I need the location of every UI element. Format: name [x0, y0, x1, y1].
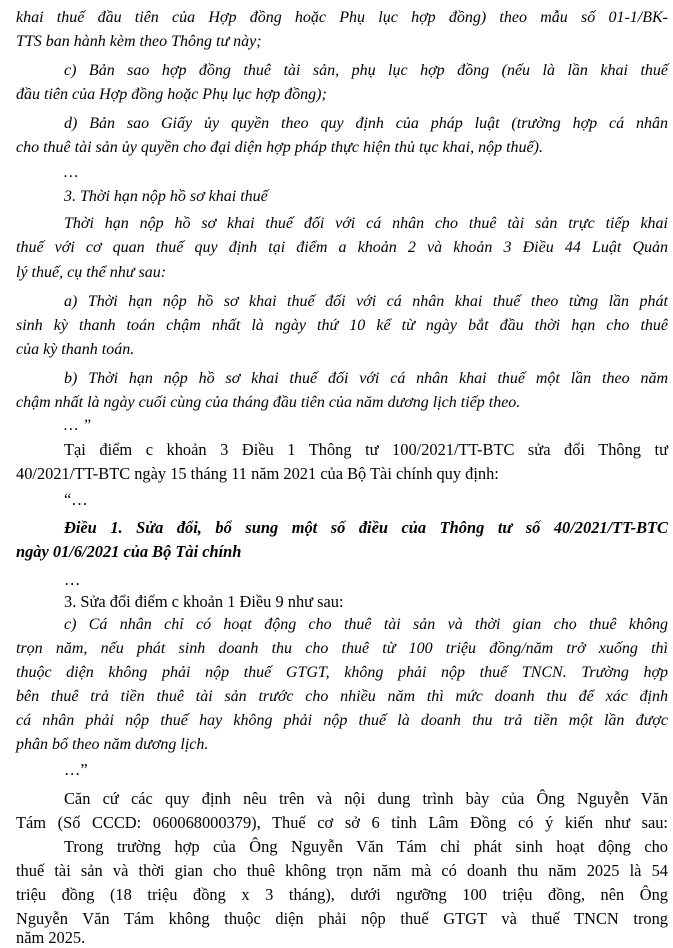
- text-line: sinh kỳ thanh toán chậm nhất là ngày thứ 10 kể từ ngày bắt đầu thời hạn cho thuê: [16, 317, 668, 334]
- text-line: … ”: [64, 417, 92, 434]
- text-line: b) Thời hạn nộp hồ sơ khai thuế đối với cá nhân khai thuế một lần theo năm: [64, 370, 668, 387]
- text-line: Căn cứ các quy định nêu trên và nội dung trình bày của Ông Nguyễn Văn: [64, 789, 668, 808]
- text-line: TTS ban hành kèm theo Thông tư này;: [16, 33, 262, 50]
- text-line: năm 2025.: [16, 928, 86, 947]
- text-line: d) Bản sao Giấy ủy quyền theo quy định của pháp luật (trường hợp cá nhân: [64, 115, 668, 132]
- text-line: …: [64, 570, 81, 589]
- text-line: thuế tài sản và thời gian cho thuê không trọn năm mà có doanh thu năm 2025 là 54: [16, 861, 668, 880]
- text-line: Nguyễn Văn Tám không thuộc diện phải nộp thuế GTGT và thuế TNCN trong: [16, 909, 668, 928]
- text-line: thuế với cơ quan thuế quy định tại điểm a khoản 2 và khoản 3 Điều 44 Luật Quản: [16, 239, 668, 256]
- text-line: chậm nhất là ngày cuối cùng của tháng đầu tiên của năm dương lịch tiếp theo.: [16, 394, 521, 411]
- text-line: 40/2021/TT-BTC ngày 15 tháng 11 năm 2021 của Bộ Tài chính quy định:: [16, 464, 499, 483]
- text-line: thuộc diện không phải nộp thuế GTGT, không phải nộp thuế TNCN. Trường hợp: [16, 664, 668, 681]
- text-line: a) Thời hạn nộp hồ sơ khai thuế đối với cá nhân khai thuế theo từng lần phát: [64, 293, 668, 310]
- text-line: phân bổ theo năm dương lịch.: [16, 736, 209, 753]
- text-line: trọn năm, nếu phát sinh doanh thu cho thuê từ 100 triệu đồng/năm trở xuống thì: [16, 640, 668, 657]
- text-line: Thời hạn nộp hồ sơ khai thuế đối với cá nhân cho thuê tài sản trực tiếp khai: [64, 215, 668, 232]
- article-heading: ngày 01/6/2021 của Bộ Tài chính: [16, 542, 242, 561]
- text-line: khai thuế đầu tiên của Hợp đồng hoặc Phụ lục hợp đồng) theo mẫu số 01-1/BK-: [16, 9, 668, 26]
- article-heading: Điều 1. Sửa đổi, bổ sung một số điều của Thông tư số 40/2021/TT-BTC: [64, 518, 668, 537]
- text-line: Tại điểm c khoản 3 Điều 1 Thông tư 100/2021/TT-BTC sửa đổi Thông tư: [64, 440, 668, 459]
- text-line: triệu đồng (18 triệu đồng x 3 tháng), dưới ngưỡng 100 triệu đồng, nên Ông: [16, 885, 668, 904]
- text-line: c) Cá nhân chỉ có hoạt động cho thuê tài sản và thời gian cho thuê không: [64, 616, 668, 633]
- text-line: lý thuế, cụ thể như sau:: [16, 264, 167, 281]
- text-line: 3. Sửa đổi điểm c khoản 1 Điều 9 như sau:: [64, 592, 344, 611]
- text-line: …”: [64, 760, 88, 779]
- text-line: cá nhân phải nộp thuế hay không phải nộp thuế là doanh thu trả tiền một lần được: [16, 712, 668, 729]
- text-line: Tám (Số CCCD: 060068000379), Thuế cơ sở 6 tỉnh Lâm Đồng có ý kiến như sau:: [16, 813, 668, 832]
- text-line: bên thuê trả tiền thuê tài sản trước cho nhiều năm thì mức doanh thu để xác định: [16, 688, 668, 705]
- text-line: Trong trường hợp của Ông Nguyễn Văn Tám chỉ phát sinh hoạt động cho: [64, 837, 668, 856]
- text-line: cho thuê tài sản ủy quyền cho đại diện hợp pháp thực hiện thủ tục khai, nộp thuế).: [16, 139, 543, 156]
- text-line: c) Bản sao hợp đồng thuê tài sản, phụ lục hợp đồng (nếu là lần khai thuế: [64, 62, 668, 79]
- text-line: đầu tiên của Hợp đồng hoặc Phụ lục hợp đồng);: [16, 86, 327, 103]
- text-line: …: [64, 164, 79, 181]
- text-line: của kỳ thanh toán.: [16, 341, 135, 358]
- section-heading: 3. Thời hạn nộp hồ sơ khai thuế: [64, 188, 268, 205]
- text-line: “…: [64, 490, 88, 509]
